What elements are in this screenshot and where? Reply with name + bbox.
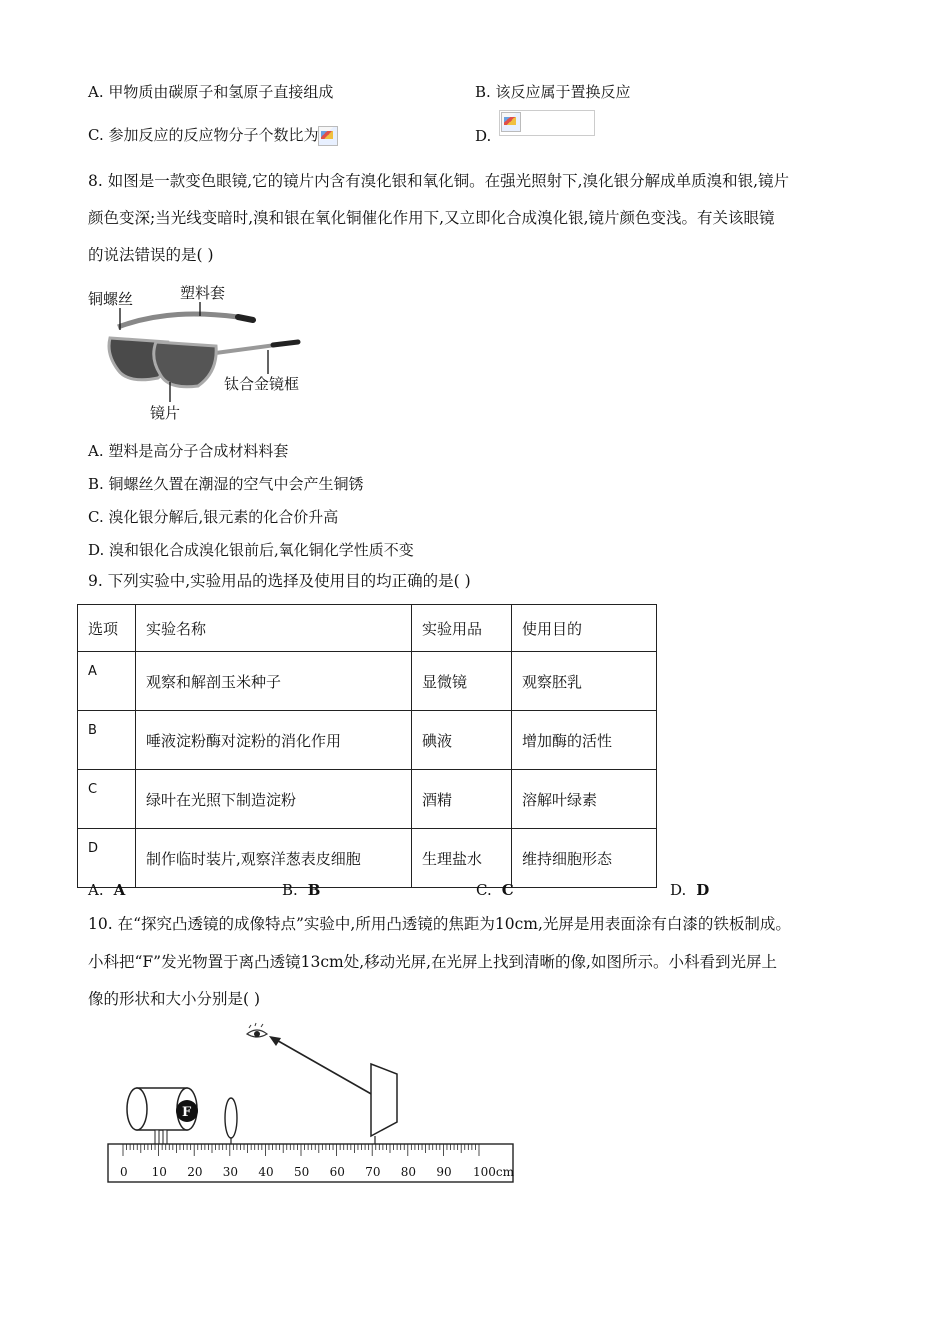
ruler-label: 90 <box>436 1165 452 1179</box>
q9-answer-c: C. C <box>476 881 514 899</box>
right-lens <box>154 342 216 387</box>
temple-arm <box>118 314 238 327</box>
q10-stem-line2: 小科把“F”发光物置于离凸透镜13cm处,移动光屏,在光屏上找到清晰的像,如图所示。小科看到光屏上 <box>88 953 777 971</box>
cell-purpose: 观察胚乳 <box>512 652 657 711</box>
q7-option-a: A. 甲物质由碳原子和氢原子直接组成 <box>88 83 334 101</box>
header-experiment: 实验名称 <box>136 605 412 652</box>
header-purpose: 使用目的 <box>512 605 657 652</box>
broken-image-icon <box>501 112 521 132</box>
eye-icon <box>247 1023 267 1037</box>
q7-option-d <box>475 127 491 145</box>
q9-stem: 9. 下列实验中,实验用品的选择及使用目的均正确的是( ) <box>88 572 471 590</box>
broken-image-frame <box>499 110 595 136</box>
q10-stem-line3: 像的形状和大小分别是( ) <box>88 990 261 1008</box>
cell-experiment: 唾液淀粉酶对淀粉的消化作用 <box>136 711 412 770</box>
q7-option-d-text: D. <box>475 127 492 145</box>
light-source <box>127 1088 198 1144</box>
header-materials: 实验用品 <box>412 605 512 652</box>
cell-purpose: 增加酶的活性 <box>512 711 657 770</box>
ruler-label: 0 <box>120 1165 128 1179</box>
q7-option-c <box>88 124 338 146</box>
q8-stem-line2: 颜色变深;当光线变暗时,溴和银在氧化铜催化作用下,又立即化合成溴化银,镜片颜色变浅。有关该眼镜 <box>88 209 775 227</box>
label-plastic-sleeve: 塑料套 <box>180 284 226 302</box>
cell-materials: 酒精 <box>412 770 512 829</box>
cell-experiment: 绿叶在光照下制造淀粉 <box>136 770 412 829</box>
q8-option-a: A. 塑料是高分子合成材料料套 <box>88 442 289 460</box>
sunglasses-figure <box>88 282 328 424</box>
q9-answer-b: B. B <box>282 881 321 899</box>
cell-option: D <box>78 829 136 888</box>
convex-lens <box>225 1098 237 1138</box>
header-option: 选项 <box>78 605 136 652</box>
cell-purpose: 维持细胞形态 <box>512 829 657 888</box>
table-header-row <box>78 605 657 652</box>
label-lens: 镜片 <box>150 404 181 422</box>
cell-option: B <box>78 711 136 770</box>
q9-table <box>77 604 657 888</box>
plastic-tip-right <box>273 342 298 345</box>
cell-experiment: 观察和解剖玉米种子 <box>136 652 412 711</box>
table-row <box>78 652 657 711</box>
ruler-label: 10 <box>151 1165 167 1179</box>
broken-image-icon <box>318 126 338 146</box>
ruler-label: 60 <box>329 1165 345 1179</box>
q7-option-b: B. 该反应属于置换反应 <box>475 83 631 101</box>
cell-materials: 碘液 <box>412 711 512 770</box>
table-row <box>78 829 657 888</box>
ruler-label: 20 <box>187 1165 203 1179</box>
q7-option-c-text: C. 参加反应的反应物分子个数比为 <box>88 126 319 144</box>
cell-experiment: 制作临时装片,观察洋葱表皮细胞 <box>136 829 412 888</box>
cell-materials: 生理盐水 <box>412 829 512 888</box>
ruler-label: 40 <box>258 1165 274 1179</box>
ruler-label: 30 <box>222 1165 239 1179</box>
cell-materials: 显微镜 <box>412 652 512 711</box>
optics-bench-figure <box>105 1022 520 1188</box>
ruler-label: 80 <box>400 1165 417 1179</box>
q9-answer-d: D. D <box>670 881 710 899</box>
plastic-tip <box>238 317 253 320</box>
light-source-letter: F <box>182 1105 192 1120</box>
table-row <box>78 711 657 770</box>
q8-option-c: C. 溴化银分解后,银元素的化合价升高 <box>88 508 339 526</box>
table-row <box>78 770 657 829</box>
label-titanium-frame: 钛合金镜框 <box>224 375 300 393</box>
ruler-label: 50 <box>294 1165 310 1179</box>
light-screen <box>371 1064 397 1136</box>
cell-purpose: 溶解叶绿素 <box>512 770 657 829</box>
ruler-label: 100cm <box>473 1165 515 1179</box>
q10-stem-line1: 10. 在“探究凸透镜的成像特点”实验中,所用凸透镜的焦距为10cm,光屏是用表面涂有白漆的铁板制成。 <box>88 915 791 933</box>
cell-option: A <box>78 652 136 711</box>
q8-stem-line3: 的说法错误的是( ) <box>88 246 214 264</box>
q8-option-b: B. 铜螺丝久置在潮湿的空气中会产生铜锈 <box>88 475 364 493</box>
ruler <box>108 1144 513 1182</box>
cell-option: C <box>78 770 136 829</box>
q8-stem-line1: 8. 如图是一款变色眼镜,它的镜片内含有溴化银和氧化铜。在强光照射下,溴化银分解成单质溴和银,镜片 <box>88 172 789 190</box>
ruler-label: 70 <box>365 1165 381 1179</box>
q8-option-d: D. 溴和银化合成溴化银前后,氧化铜化学性质不变 <box>88 541 414 559</box>
label-copper-screw: 铜螺丝 <box>88 290 134 308</box>
q9-answer-a: A. A <box>88 881 126 899</box>
